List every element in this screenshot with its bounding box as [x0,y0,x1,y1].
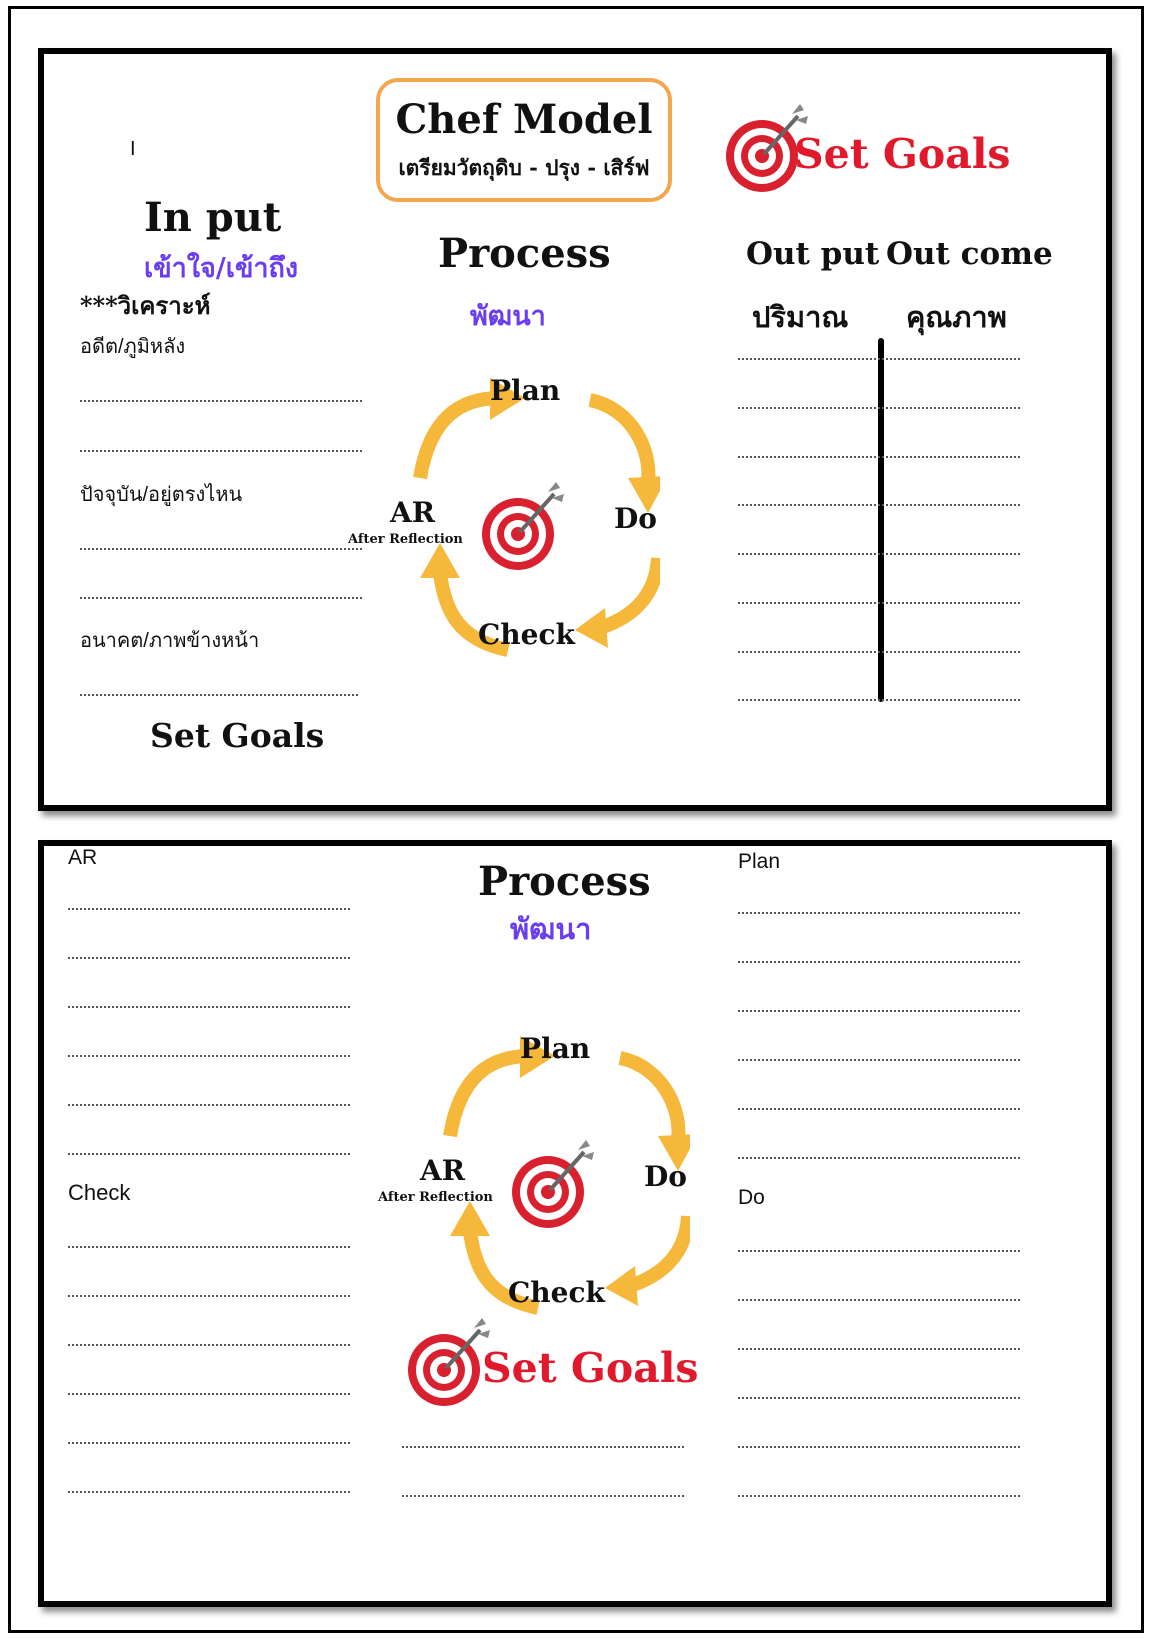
cycle-ar: AR [390,496,435,529]
analysis-label: ***วิเคราะห์ [80,291,211,320]
dotted-line [738,1495,1020,1497]
dotted-line [68,1295,350,1297]
dotted-line [402,1446,684,1448]
dotted-line [738,651,1020,653]
cycle-ar: AR [420,1154,465,1187]
dotted-line [68,1006,350,1008]
dotted-line [68,1246,350,1248]
dotted-line [738,1157,1020,1159]
set-goals-badge: Set Goals [794,130,1011,178]
output-subtitle: ปริมาณ [752,300,849,334]
dotted-line [738,504,1020,506]
cycle-ar-subtitle: After Reflection [378,1190,493,1205]
outcome-title: Out come [886,236,1053,272]
pdca-cycle [348,368,660,658]
dotted-line [738,961,1020,963]
dotted-line [68,1055,350,1057]
target-dart-icon [508,1126,608,1236]
process-title: Process [438,230,611,277]
dotted-line [738,1446,1020,1448]
dotted-line [80,450,362,452]
dotted-line [80,400,362,402]
chef-model-title: Chef Model [395,96,653,143]
past-label: อดีต/ภูมิหลัง [80,336,186,358]
dotted-line [738,358,1020,360]
cycle-plan: Plan [490,374,561,407]
set-goals-badge: Set Goals [482,1344,699,1392]
dotted-line [738,1010,1020,1012]
dotted-line [402,1495,684,1497]
pdca-cycle [378,1026,690,1316]
chef-model-subtitle: เตรียมวัตถุดิบ - ปรุง - เสิร์ฟ [398,155,650,180]
dotted-line [80,548,362,550]
process-title: Process [478,858,651,905]
dotted-line [68,957,350,959]
cycle-check: Check [478,618,575,651]
chef-model-title-box [376,78,672,202]
dotted-line [738,1299,1020,1301]
dotted-line [738,602,1020,604]
dotted-line [738,407,1020,409]
do-label: Do [738,1186,765,1209]
dotted-line [68,1491,350,1493]
cycle-plan: Plan [520,1032,591,1065]
target-dart-icon [478,468,578,578]
output-title: Out put [746,236,880,272]
present-label: ปัจจุบัน/อยู่ตรงไหน [80,484,243,506]
ar-label: AR [68,846,98,869]
check-label: Check [68,1180,131,1205]
column-divider [878,338,884,702]
dotted-line [738,1397,1020,1399]
dotted-line [738,1108,1020,1110]
process-subtitle: พัฒนา [470,301,546,332]
process-subtitle: พัฒนา [510,912,592,946]
stray-mark: I [130,138,136,160]
dotted-line [68,1393,350,1395]
cycle-do: Do [644,1160,687,1193]
chef-model-panel [38,48,1112,811]
cycle-check: Check [508,1276,605,1309]
dotted-line [68,908,350,910]
dotted-line [68,1344,350,1346]
dotted-line [738,1348,1020,1350]
input-subtitle: เข้าใจ/เข้าถึง [144,253,299,284]
plan-label: Plan [738,850,781,873]
dotted-line [68,1442,350,1444]
dotted-line [80,694,358,696]
cycle-do: Do [614,502,657,535]
dotted-line [80,597,362,599]
cycle-ar-subtitle: After Reflection [348,532,463,547]
dotted-line [738,456,1020,458]
set-goals-footer: Set Goals [150,716,325,755]
dotted-line [738,1250,1020,1252]
dotted-line [738,553,1020,555]
dotted-line [738,699,1020,701]
process-reflection-panel [38,840,1112,1607]
input-title: In put [144,194,282,241]
outcome-subtitle: คุณภาพ [906,300,1007,334]
target-dart-icon [406,1314,492,1412]
dotted-line [738,1059,1020,1061]
dotted-line [68,1153,350,1155]
dotted-line [68,1104,350,1106]
dotted-line [738,912,1020,914]
future-label: อนาคต/ภาพข้างหน้า [80,630,260,652]
